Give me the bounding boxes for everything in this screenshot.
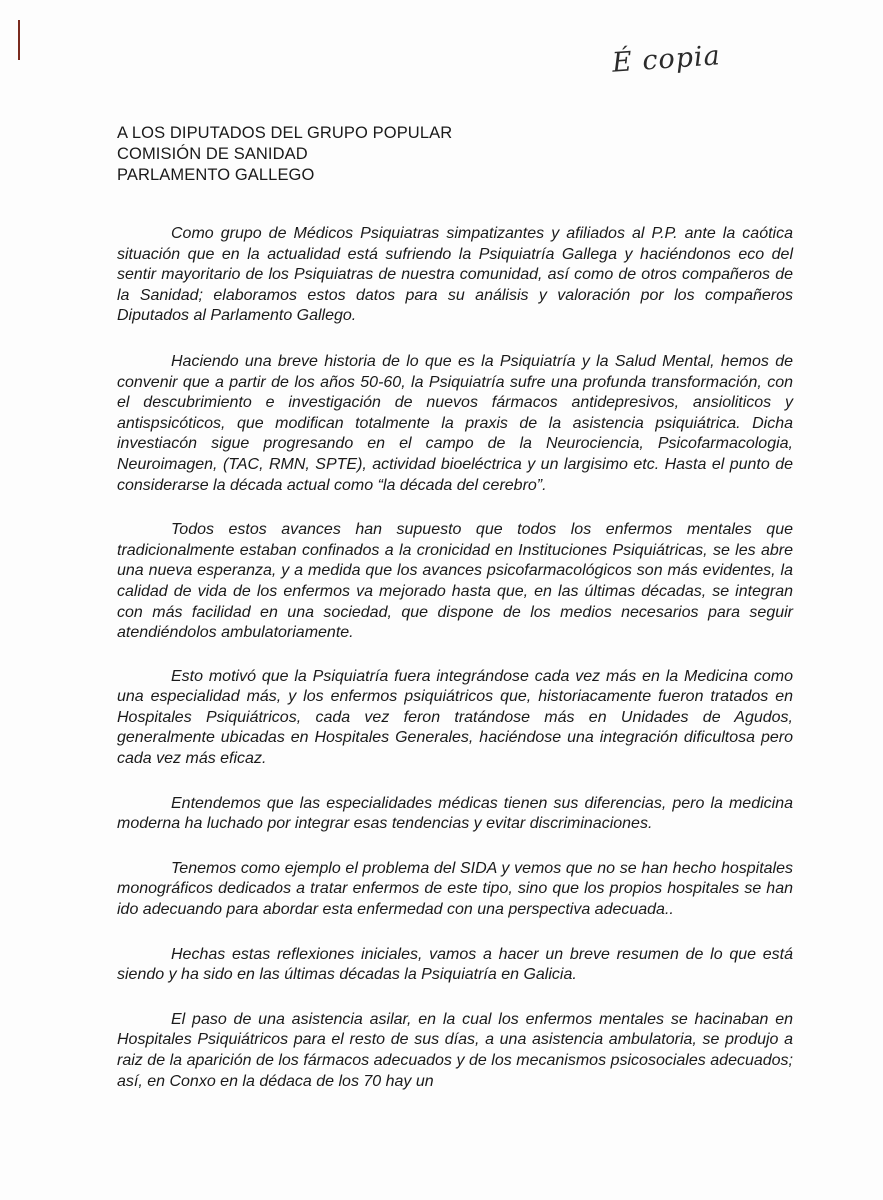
addressee-line: PARLAMENTO GALLEGO	[117, 166, 315, 184]
body-paragraph: El paso de una asistencia asilar, en la cual los enfermos mentales se hacinaban en Hospitales Psiquiátricos para el resto de sus días, a una asistencia ambulatoria, se produjo a raiz de la aparición de los fármacos adecuados y de los mecanismos psicosociales adecuados; así, en Conxo en la dédaca de los 70 hay un	[117, 1010, 793, 1090]
body-paragraph: Todos estos avances han supuesto que todos los enfermos mentales que tradicionalmente estaban confinados a la cronicidad en Instituciones Psiquiátricas, se les abre una nueva esperanza, y a medida que los avances psicofarmacológicos son más evidentes, la calidad de vida de los enfermos va mejorado hasta que, en las últimas décadas, se integran con más facilidad en una sociedad, que dispone de los medios necesarios para seguir atendiéndolos ambulatoriamente.	[117, 521, 793, 642]
addressee-line: A LOS DIPUTADOS DEL GRUPO POPULAR	[117, 124, 453, 142]
body-paragraph: Entendemos que las especialidades médicas tienen sus diferencias, pero la medicina moderna ha luchado por integrar esas tendencias y evitar discriminaciones.	[117, 794, 793, 833]
body-paragraph: Esto motivó que la Psiquiatría fuera integrándose cada vez más en la Medicina como una especialidad más, y los enfermos psiquiátricos que, historiacamente fueron tratados en Hospitales Psiquiátricos, cada vez feron tratándose más en Unidades de Agudos, generalmente ubicadas en Hospitales Generales, haciéndose una integración dificultosa pero cada vez más eficaz.	[117, 667, 793, 768]
addressee-line: COMISIÓN DE SANIDAD	[117, 145, 308, 163]
addressee-block	[117, 123, 452, 186]
letter-body	[117, 224, 793, 1115]
body-paragraph: Hechas estas reflexiones iniciales, vamos a hacer un breve resumen de lo que está siendo y ha sido en las últimas décadas la Psiquiatría en Galicia.	[117, 945, 793, 984]
body-paragraph: Tenemos como ejemplo el problema del SIDA y vemos que no se han hecho hospitales monográficos dedicados a tratar enfermos de este tipo, sino que los propios hospitales se han ido adecuando para abordar esta enfermedad con una perspectiva adecuada..	[117, 859, 793, 919]
body-paragraph: Haciendo una breve historia de lo que es la Psiquiatría y la Salud Mental, hemos de convenir que a partir de los años 50-60, la Psiquiatría sufre una profunda transformación, con el descubrimiento e investigación de nuevos fármacos antidepresivos, ansioliticos y antispsicóticos, que modifican totalmente la praxis de la asistencia psiquiátrica. Dicha investiacón sigue progresando en el campo de la Neurociencia, Psicofarmacologia, Neuroimagen, (TAC, RMN, SPTE), actividad bioeléctrica y un largisimo etc. Hasta el punto de considerarse la década actual como “la década del cerebro”.	[117, 352, 793, 494]
handwritten-note: É copia	[611, 40, 722, 79]
margin-mark	[18, 20, 20, 60]
body-paragraph: Como grupo de Médicos Psiquiatras simpatizantes y afiliados al P.P. ante la caótica situación que en la actualidad está sufriendo la Psiquiatría Gallega y haciéndonos eco del sentir mayoritario de los Psiquiatras de nuestra comunidad, así como de otros compañeros de la Sanidad; elaboramos estos datos para su análisis y valoración por los compañeros Diputados al Parlamento Gallego.	[117, 225, 793, 325]
